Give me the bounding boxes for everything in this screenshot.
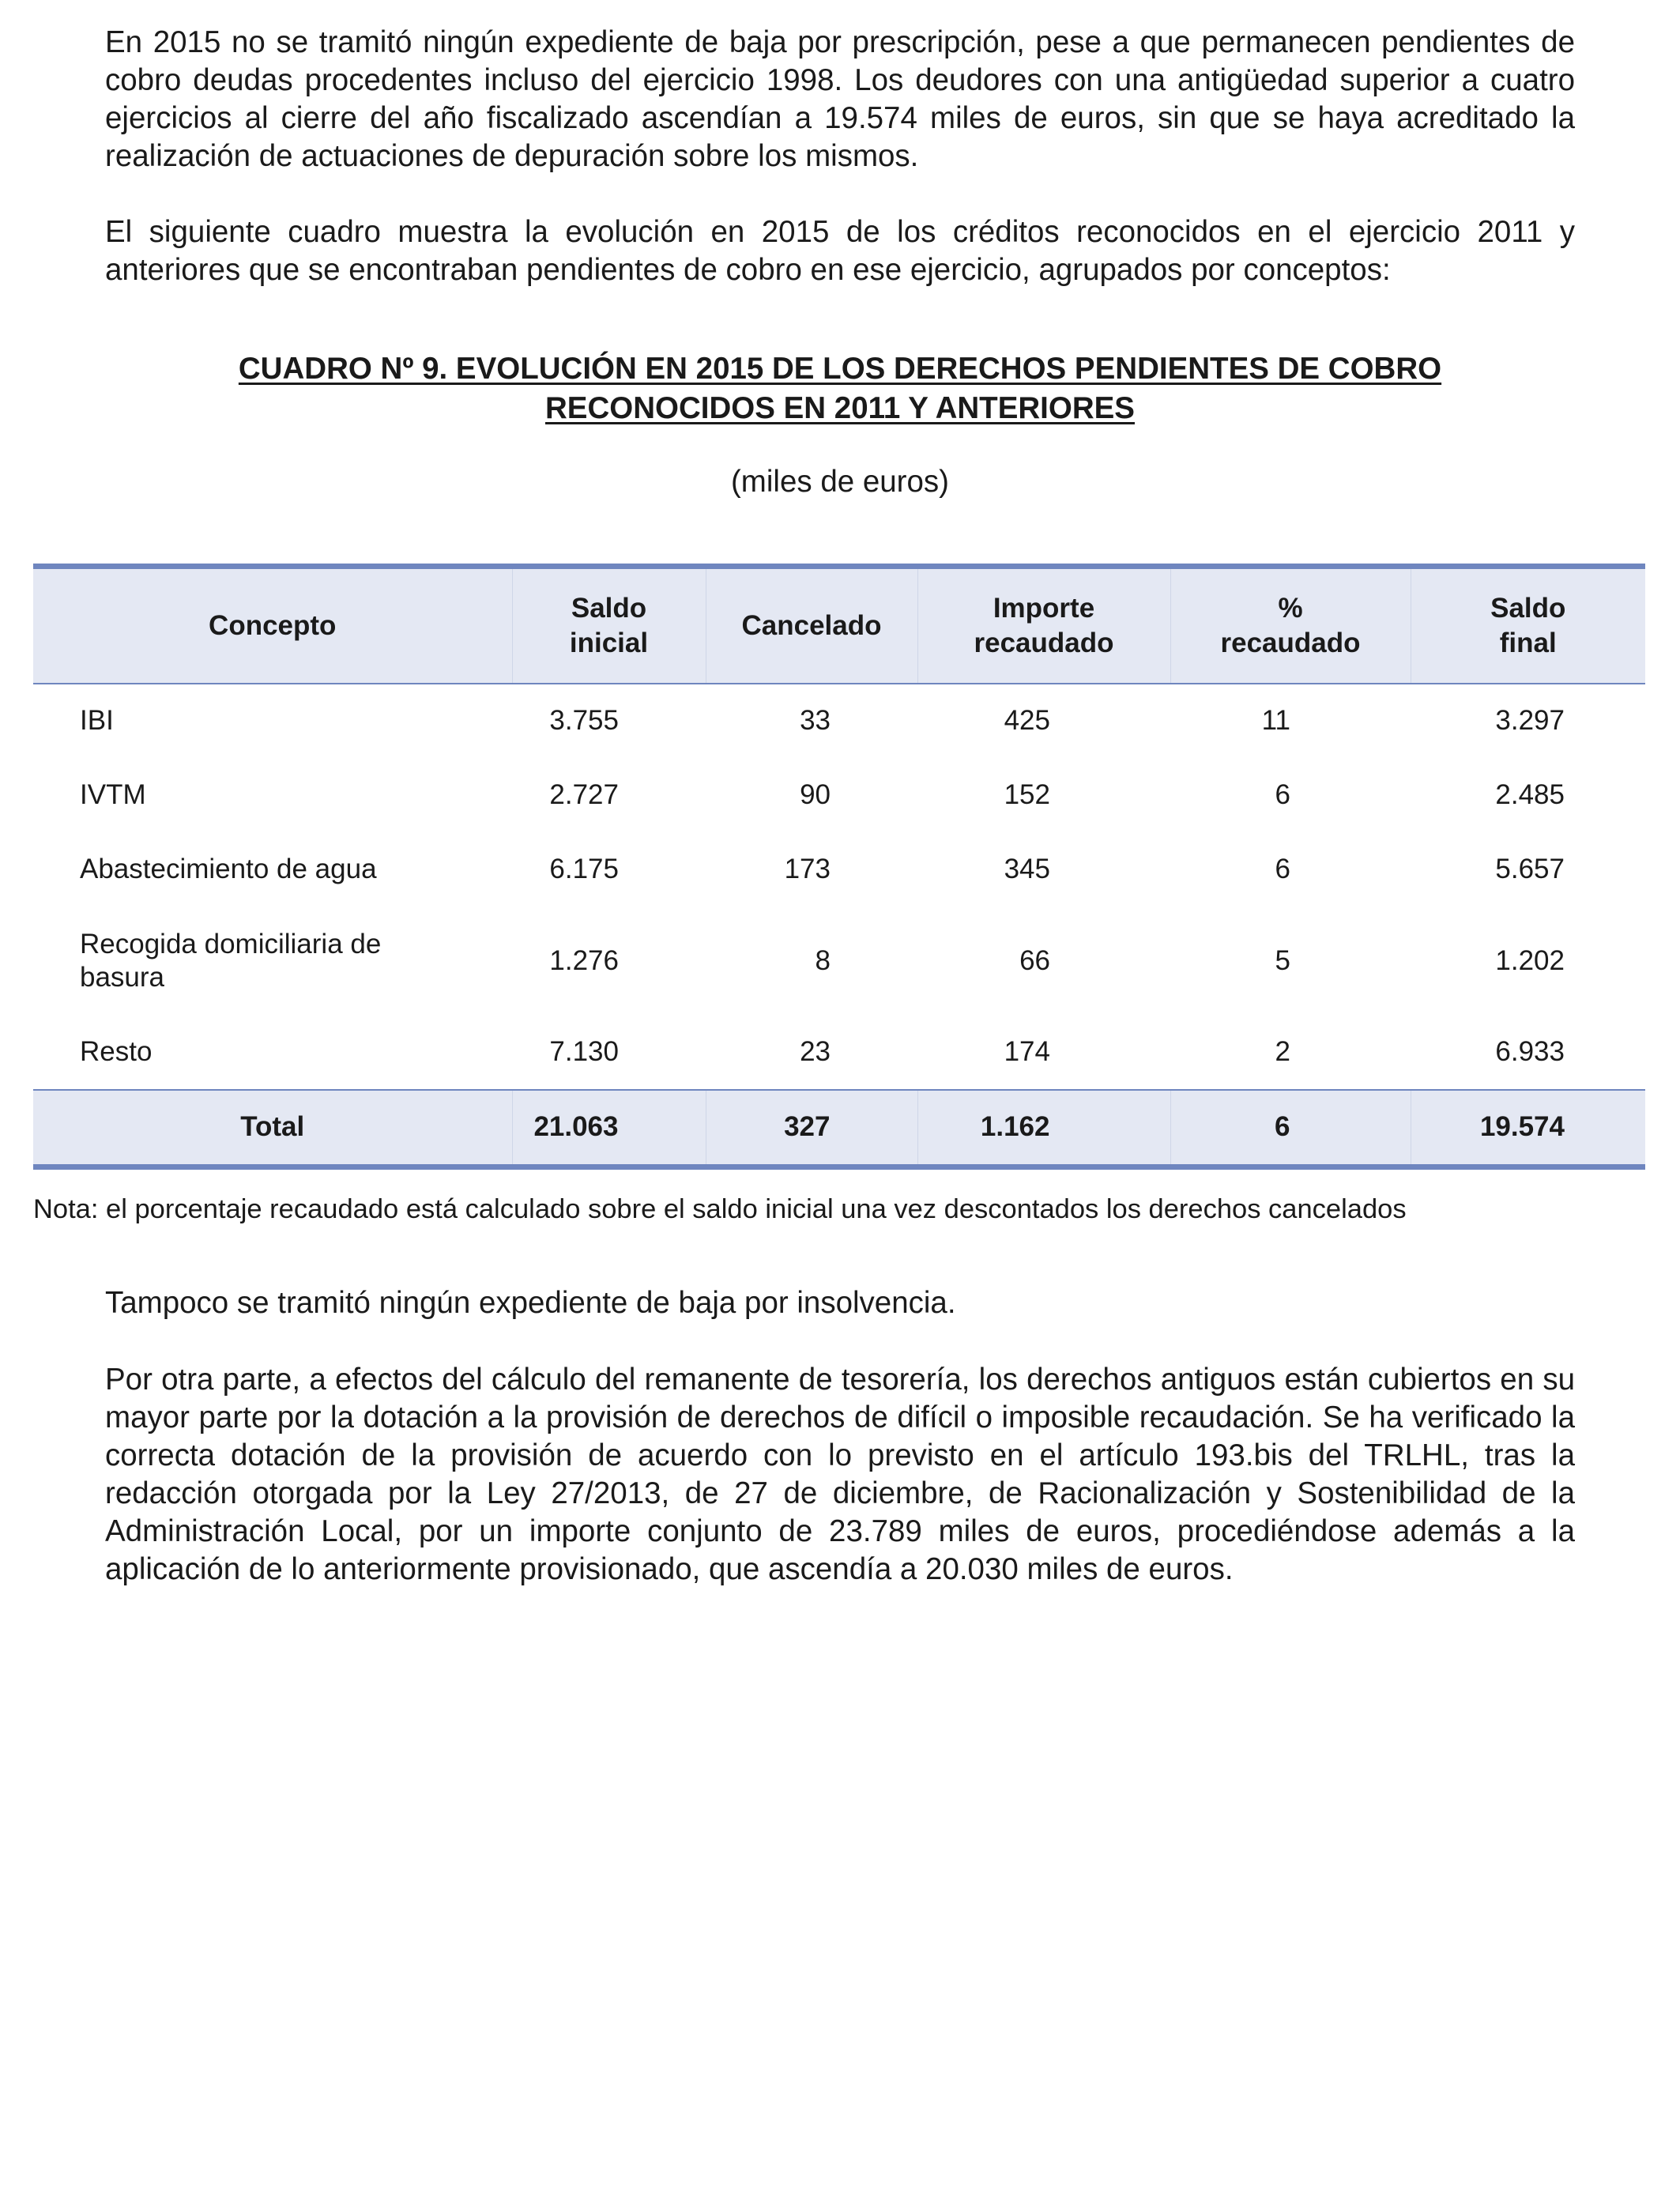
cell-pct-recaudado: 6 <box>1275 778 1290 810</box>
cell-importe-recaudado: 174 <box>1004 1036 1050 1067</box>
cell-pct-recaudado: 2 <box>1275 1036 1290 1067</box>
total-pct-recaudado: 6 <box>1170 1090 1411 1167</box>
header-importe-recaudado: Importe recaudado <box>917 567 1170 684</box>
units-label: (miles de euros) <box>730 465 949 499</box>
cell-concepto: IBI <box>80 705 114 736</box>
cell-cancelado: 8 <box>815 944 831 976</box>
table-row <box>33 907 1645 1016</box>
cell-concepto: IVTM <box>80 778 146 810</box>
paragraph-intro-cuadro: El siguiente cuadro muestra la evolución en 2015 de los créditos reconocidos en el ejercicio 2011 y anteriores que se encontraban pendientes de cobro en ese ejercicio, agrupados por conceptos: <box>105 215 1575 287</box>
cell-saldo-final: 3.297 <box>1495 705 1565 736</box>
cell-importe-recaudado: 152 <box>1004 778 1050 810</box>
total-label: Total <box>33 1090 512 1167</box>
cell-cancelado: 173 <box>784 853 831 884</box>
paragraph-prescripcion: En 2015 no se tramitó ningún expediente de baja por prescripción, pese a que permanecen pendientes de cobro deudas procedentes incluso del ejercicio 1998. Los deudores con una antigüedad superior a cuatro ejercicios al cierre del año fiscalizado ascendían a 19.574 miles de euros, sin que se haya acreditado la realización de actuaciones de depuración sobre los mismos. <box>105 25 1575 173</box>
cell-importe-recaudado: 66 <box>1019 944 1050 976</box>
cell-saldo-inicial: 1.276 <box>549 944 619 976</box>
cell-cancelado: 33 <box>800 705 831 736</box>
table-header-row <box>33 567 1645 684</box>
table-row <box>33 758 1645 832</box>
table-row <box>33 1016 1645 1090</box>
cell-saldo-final: 2.485 <box>1495 778 1565 810</box>
cell-saldo-inicial: 2.727 <box>549 778 619 810</box>
cell-concepto: Abastecimiento de agua <box>80 853 377 884</box>
cell-pct-recaudado: 11 <box>1261 705 1290 736</box>
header-cancelado: Cancelado <box>706 567 917 684</box>
table-title-line-1: CUADRO Nº 9. EVOLUCIÓN EN 2015 DE LOS DERECHOS PENDIENTES DE COBRO <box>238 352 1442 386</box>
header-saldo-final: Saldo final <box>1411 567 1645 684</box>
cell-cancelado: 90 <box>800 778 831 810</box>
paragraph-insolvencia: Tampoco se tramitó ningún expediente de baja por insolvencia. <box>105 1286 956 1320</box>
table-row <box>33 832 1645 907</box>
data-table <box>33 564 1645 1170</box>
cell-concepto: Recogida domiciliaria de basura <box>80 928 382 993</box>
header-saldo-inicial: Saldo inicial <box>512 567 706 684</box>
cell-saldo-final: 5.657 <box>1495 853 1565 884</box>
table-title <box>105 349 1575 428</box>
table-row <box>33 684 1645 758</box>
header-concepto: Concepto <box>33 567 512 684</box>
table-note: Nota: el porcentaje recaudado está calculado sobre el saldo inicial una vez descontados los derechos cancelados <box>33 1194 1407 1224</box>
cell-saldo-final: 6.933 <box>1495 1036 1565 1067</box>
cell-saldo-inicial: 6.175 <box>549 853 619 884</box>
cell-pct-recaudado: 6 <box>1275 853 1290 884</box>
total-importe-recaudado: 1.162 <box>917 1090 1170 1167</box>
cell-saldo-final: 1.202 <box>1495 944 1565 976</box>
cell-importe-recaudado: 425 <box>1004 705 1050 736</box>
paragraph-remanente: Por otra parte, a efectos del cálculo del remanente de tesorería, los derechos antiguos están cubiertos en su mayor parte por la dotación a la provisión de derechos de difícil o imposible recaudación. Se ha verificado la correcta dotación de la provisión de acuerdo con lo previsto en el artículo 193.bis del TRLHL, tras la redacción otorgada por la Ley 27/2013, de 27 de diciembre, de Racionalización y Sostenibilidad de la Administración Local, por un importe conjunto de 23.789 miles de euros, procediéndose además a la aplicación de lo anteriormente provisionado, que ascendía a 20.030 miles de euros. <box>105 1363 1575 1586</box>
cell-concepto: Resto <box>80 1036 153 1067</box>
cell-cancelado: 23 <box>800 1036 831 1067</box>
cell-importe-recaudado: 345 <box>1004 853 1050 884</box>
cell-pct-recaudado: 5 <box>1275 944 1290 976</box>
total-saldo-inicial: 21.063 <box>512 1090 706 1167</box>
total-cancelado: 327 <box>706 1090 917 1167</box>
table-total-row <box>33 1090 1645 1167</box>
cell-saldo-inicial: 3.755 <box>549 705 619 736</box>
header-pct-recaudado: % recaudado <box>1170 567 1411 684</box>
table-title-line-2: RECONOCIDOS EN 2011 Y ANTERIORES <box>545 391 1135 425</box>
total-saldo-final: 19.574 <box>1411 1090 1645 1167</box>
cell-saldo-inicial: 7.130 <box>549 1036 619 1067</box>
